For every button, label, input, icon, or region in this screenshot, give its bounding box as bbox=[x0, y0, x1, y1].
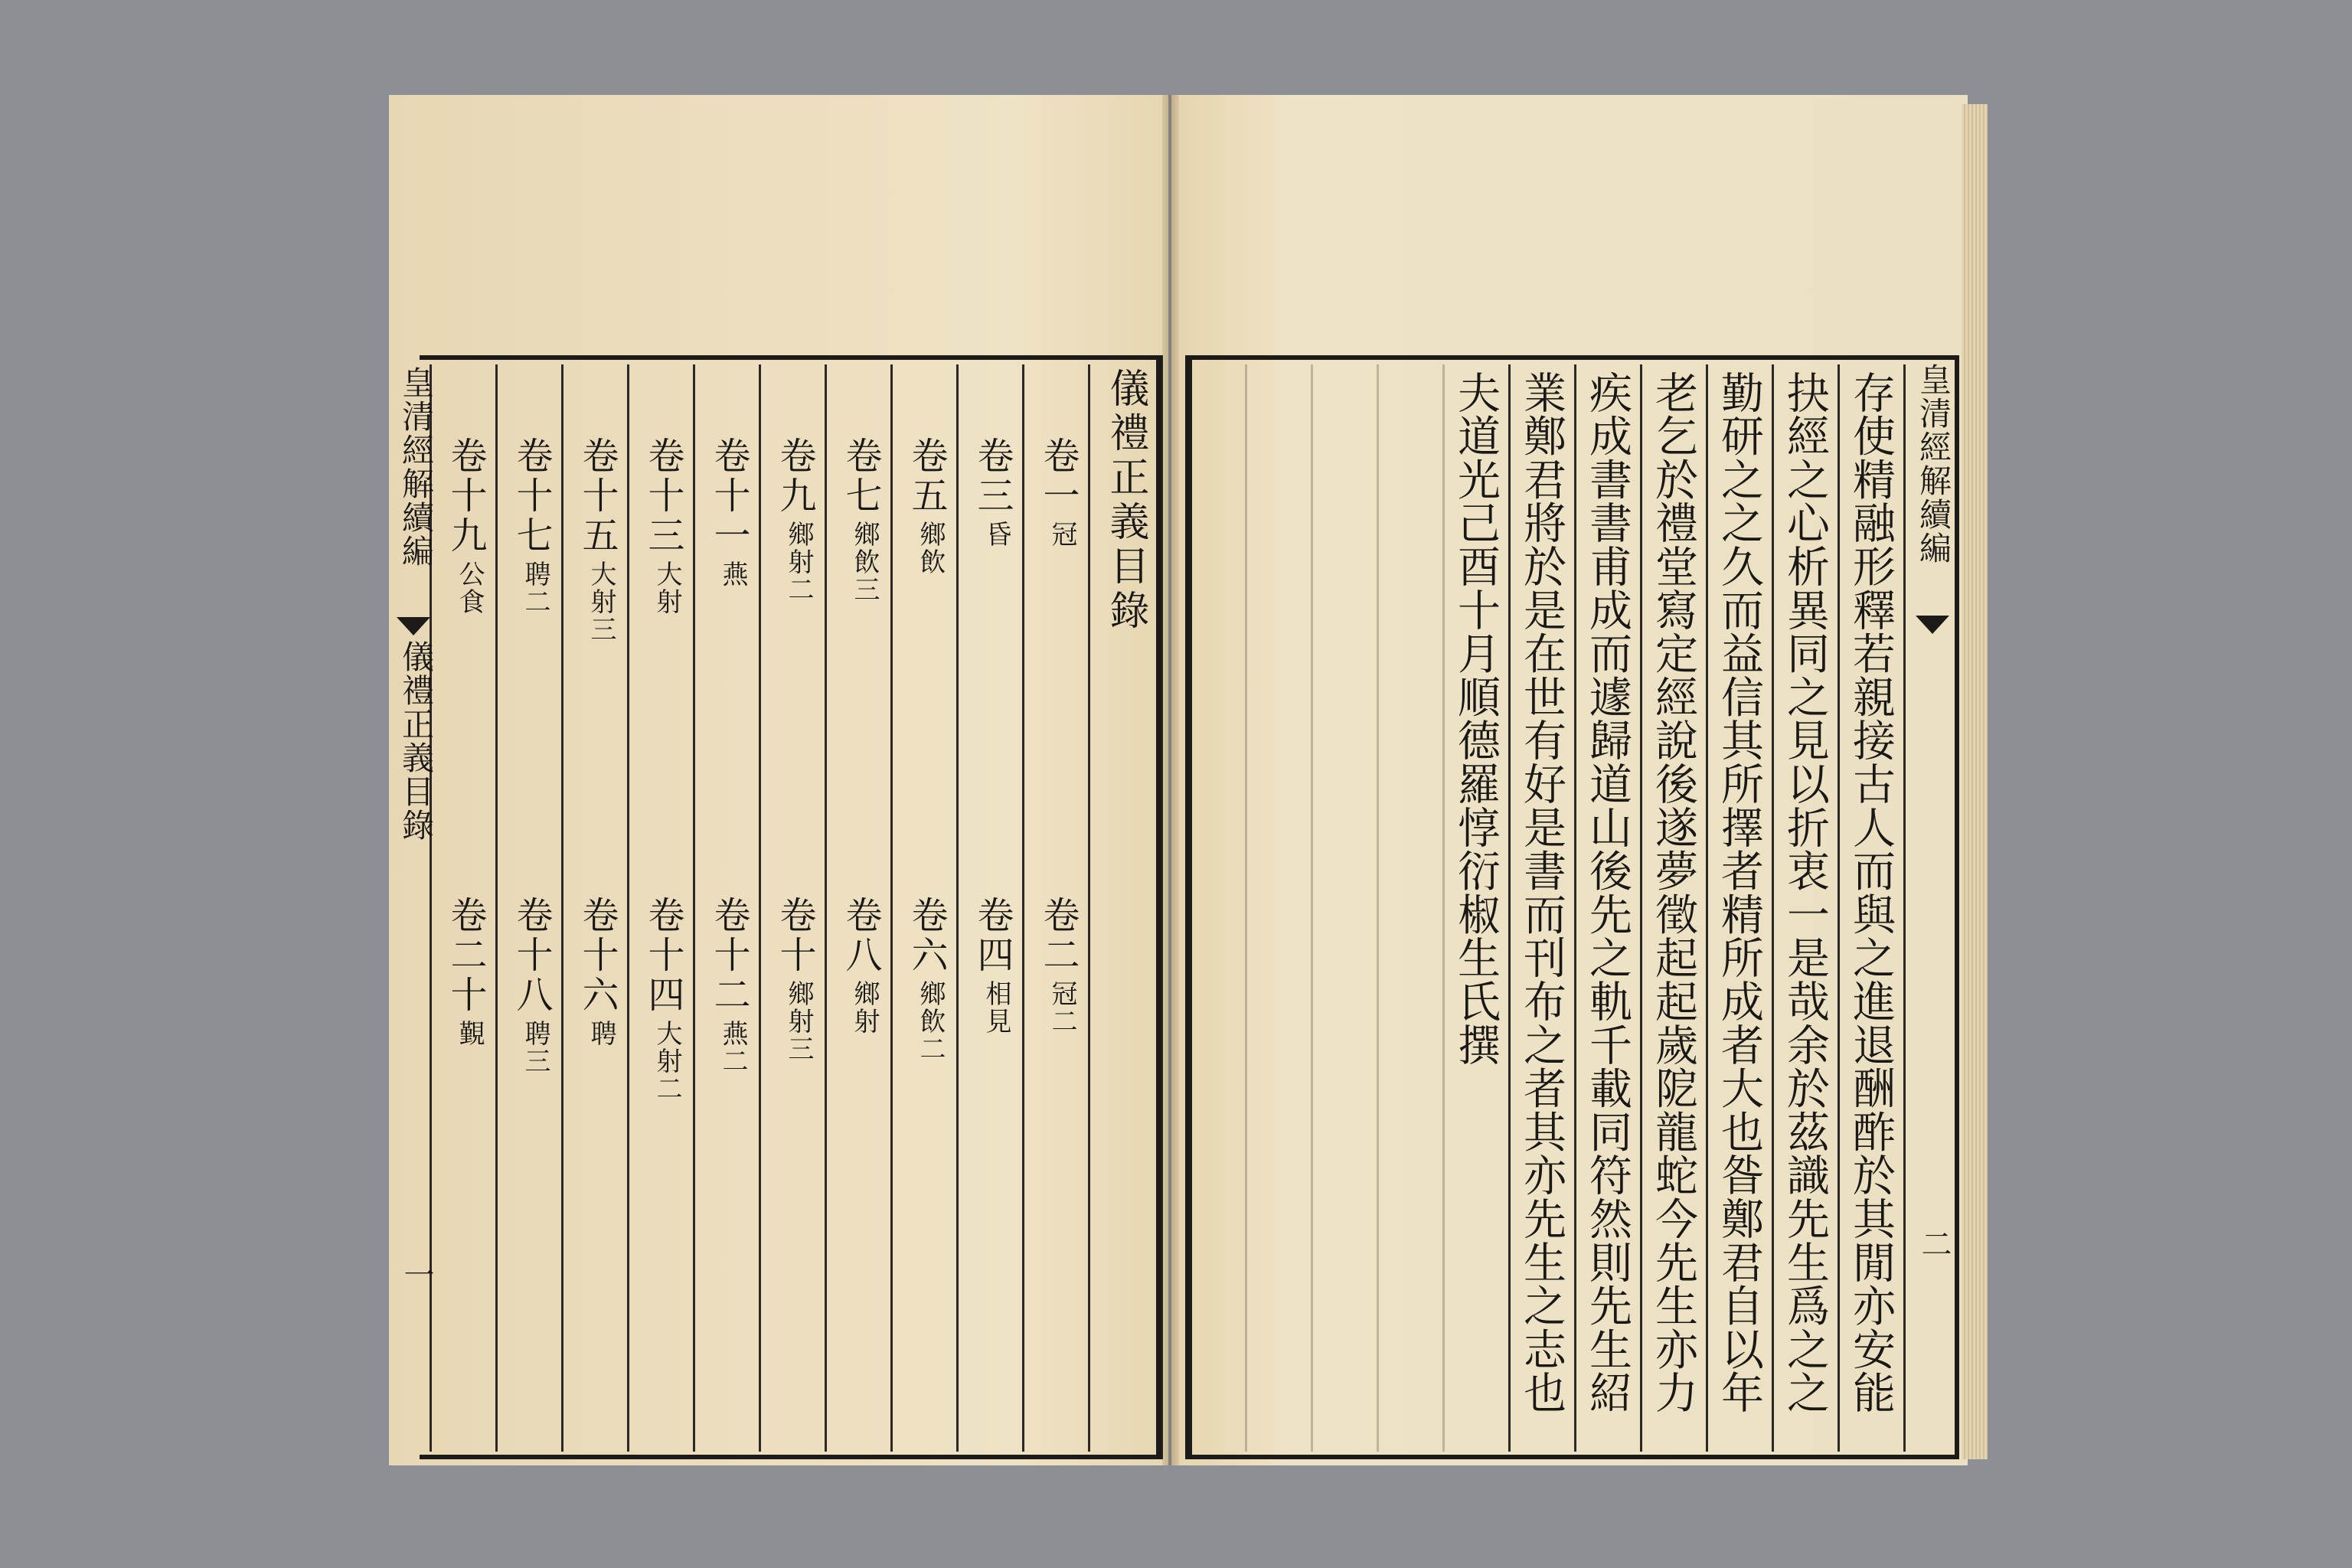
column-line bbox=[890, 364, 893, 1452]
toc-entry-lower-note: 鄉飲二 bbox=[915, 980, 946, 1063]
toc-entry-upper-note: 大射 bbox=[652, 560, 682, 616]
text-column: 存使精融形釋若親接古人而與之進退酬酢於其閒亦安能 bbox=[1846, 371, 1896, 1415]
toc-entry-upper-note: 鄉射二 bbox=[783, 521, 814, 603]
text-column: 勤研之之久而益信其所擇者精所成者大也昝鄭君自以年 bbox=[1714, 371, 1764, 1415]
spine-shadow bbox=[1162, 95, 1179, 1465]
toc-entry-upper: 卷十七 bbox=[510, 436, 553, 556]
column-line bbox=[1311, 364, 1313, 1452]
toc-entry-lower-note: 鄉射三 bbox=[783, 980, 814, 1063]
column-line bbox=[1772, 364, 1774, 1452]
toc-entry-lower: 卷六 bbox=[905, 896, 948, 975]
toc-entry-lower: 卷十八 bbox=[510, 896, 553, 1015]
toc-entry-upper-note: 聘二 bbox=[520, 560, 550, 616]
toc-entry-upper: 卷九 bbox=[773, 436, 816, 516]
left-leaf bbox=[389, 95, 1168, 1465]
toc-entry-lower-note: 聘三 bbox=[520, 1020, 550, 1075]
toc-entry-upper: 卷十一 bbox=[707, 436, 750, 556]
toc-entry-upper: 卷一 bbox=[1037, 436, 1080, 516]
toc-entry-lower-note: 燕二 bbox=[717, 1020, 748, 1075]
text-column: 業鄭君將於是在世有好是書而刊布之者其亦先生之志也 bbox=[1517, 371, 1566, 1415]
toc-entry-upper-note: 冠 bbox=[1047, 521, 1077, 548]
toc-entry-lower-note: 聘 bbox=[586, 1020, 616, 1047]
toc-entry-lower: 卷八 bbox=[839, 896, 882, 975]
right-page-number: 二 bbox=[1916, 1228, 1952, 1259]
column-line bbox=[825, 364, 827, 1452]
column-line bbox=[1838, 364, 1840, 1452]
toc-entry-lower: 卷二 bbox=[1037, 896, 1080, 975]
left-fold-title: 儀禮正義目錄 bbox=[397, 640, 435, 842]
toc-entry-lower-note: 大射二 bbox=[652, 1020, 682, 1102]
column-line bbox=[759, 364, 761, 1452]
right-center-header: 皇清經解續編 bbox=[1915, 363, 1952, 565]
text-column: 老乞於禮堂寫定經說後遂夢徵起起歲阸龍蛇今先生亦力 bbox=[1648, 371, 1698, 1415]
column-line bbox=[1022, 364, 1024, 1452]
column-line bbox=[1377, 364, 1379, 1452]
right-page-frame bbox=[1185, 355, 1959, 1459]
text-column: 疾成書書甫成而遽歸道山後先之軌千載同符然則先生紹 bbox=[1583, 371, 1632, 1415]
toc-entry-lower-note: 鄉射 bbox=[849, 980, 880, 1035]
toc-entry-lower-note: 覲 bbox=[454, 1020, 485, 1047]
column-line bbox=[1706, 364, 1708, 1452]
column-line bbox=[561, 364, 564, 1452]
toc-title: 儀禮正義目錄 bbox=[1102, 368, 1148, 634]
toc-entry-upper: 卷三 bbox=[971, 436, 1014, 516]
left-page-number: 一 bbox=[399, 1259, 434, 1289]
toc-entry-lower: 卷十四 bbox=[642, 896, 684, 1015]
column-line bbox=[1442, 364, 1445, 1452]
toc-entry-upper-note: 公食 bbox=[454, 560, 485, 616]
text-column: 夫道光己酉十月順德羅惇衍椒生氏撰 bbox=[1451, 371, 1501, 1067]
toc-entry-lower: 卷十 bbox=[773, 896, 816, 975]
column-line bbox=[1088, 364, 1090, 1452]
toc-entry-upper: 卷五 bbox=[905, 436, 948, 516]
toc-entry-upper-note: 燕 bbox=[717, 560, 748, 588]
toc-entry-lower: 卷十六 bbox=[576, 896, 619, 1015]
toc-entry-upper-note: 鄉飲 bbox=[915, 521, 946, 576]
page-edges bbox=[1962, 104, 1988, 1459]
column-line bbox=[693, 364, 695, 1452]
column-line bbox=[1574, 364, 1576, 1452]
column-line bbox=[1245, 364, 1247, 1452]
toc-entry-upper: 卷十三 bbox=[642, 436, 684, 556]
column-line bbox=[956, 364, 959, 1452]
toc-entry-lower: 卷四 bbox=[971, 896, 1014, 975]
toc-entry-upper-note: 昏 bbox=[981, 521, 1011, 548]
text-column: 抉經之心析異同之見以折衷一是哉余於茲識先生爲之之 bbox=[1780, 371, 1830, 1415]
toc-entry-lower: 卷二十 bbox=[444, 896, 487, 1015]
left-fold-mark bbox=[397, 617, 430, 635]
toc-entry-upper: 卷十五 bbox=[576, 436, 619, 556]
toc-entry-upper: 卷十九 bbox=[444, 436, 487, 556]
column-line bbox=[1508, 364, 1511, 1452]
left-center-header: 皇清經解續編 bbox=[397, 366, 435, 568]
column-line bbox=[495, 364, 498, 1452]
column-line bbox=[1903, 364, 1906, 1452]
toc-entry-upper-note: 大射三 bbox=[586, 560, 616, 643]
toc-entry-lower: 卷十二 bbox=[707, 896, 750, 1015]
toc-entry-upper-note: 鄉飲三 bbox=[849, 521, 880, 603]
right-fold-mark bbox=[1916, 616, 1949, 634]
column-line bbox=[627, 364, 629, 1452]
toc-entry-lower-note: 相見 bbox=[981, 980, 1011, 1035]
column-line bbox=[1640, 364, 1642, 1452]
left-page-frame bbox=[420, 355, 1163, 1459]
toc-entry-lower-note: 冠二 bbox=[1047, 980, 1077, 1035]
open-book bbox=[389, 95, 1983, 1473]
toc-entry-upper: 卷七 bbox=[839, 436, 882, 516]
